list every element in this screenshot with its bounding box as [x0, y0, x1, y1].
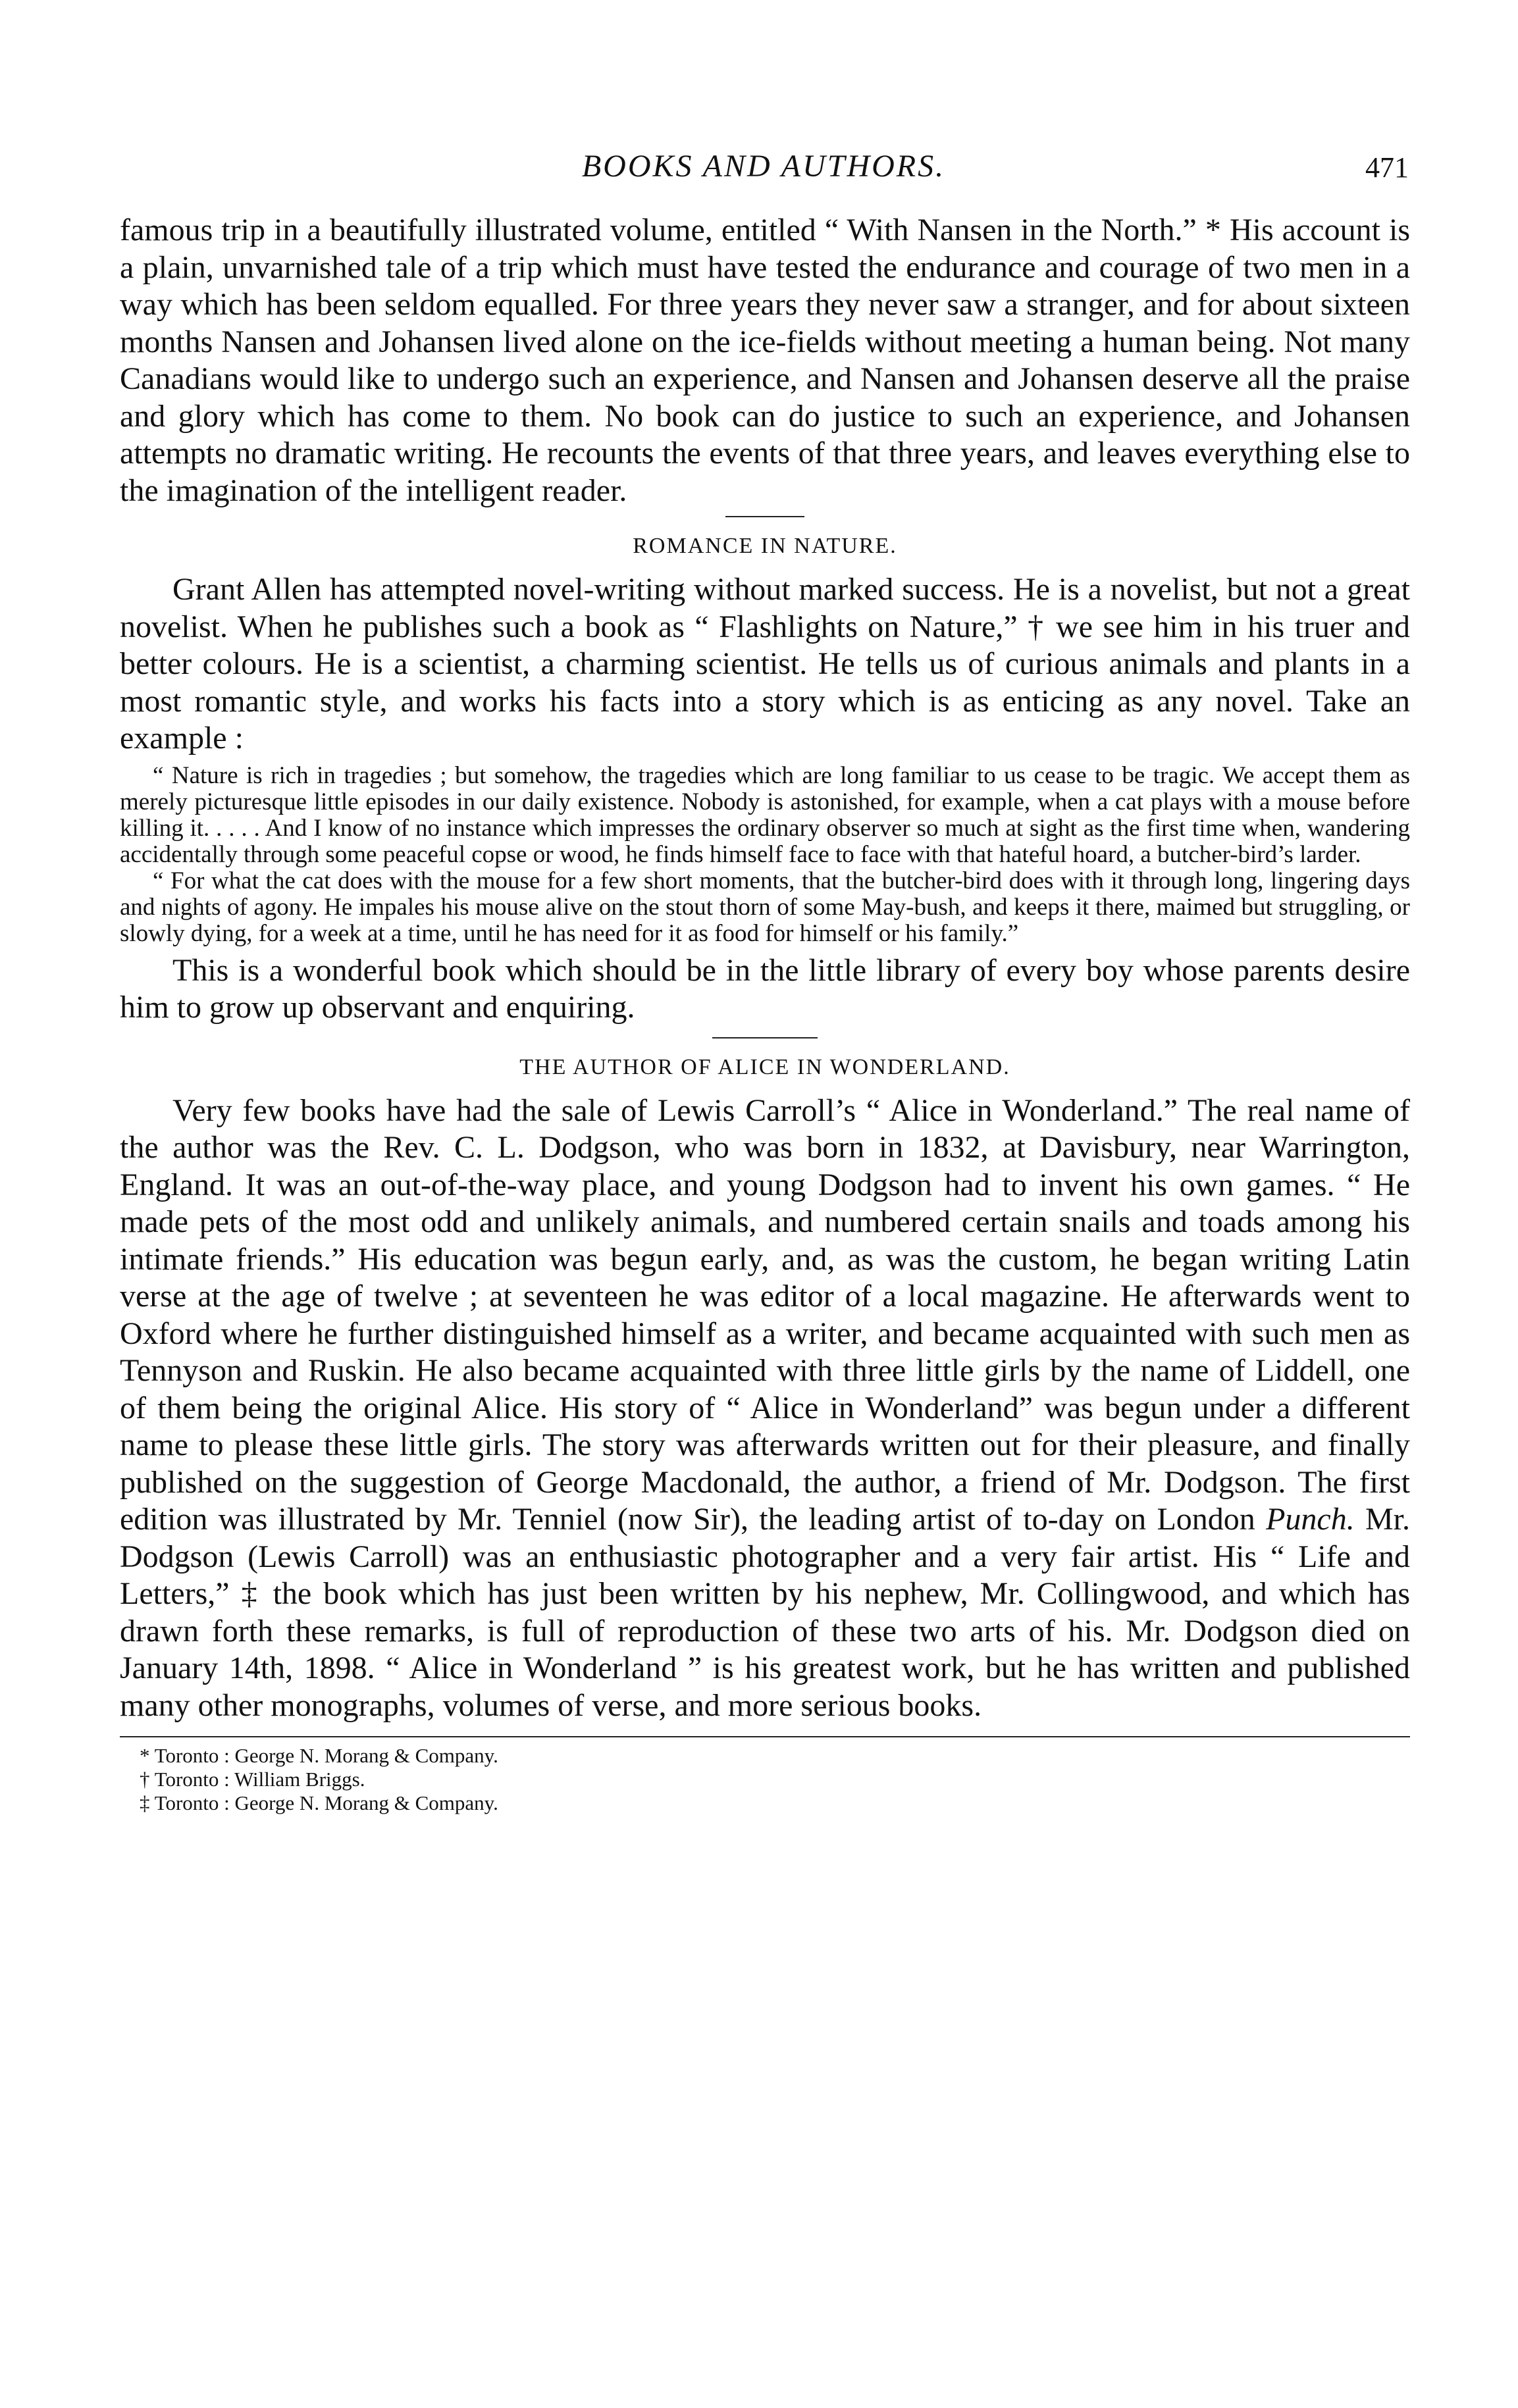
section-title-alice: THE AUTHOR OF ALICE IN WONDERLAND.	[519, 1054, 1010, 1079]
alice-text: Very few books have had the sale of Lewis Carroll’s “ Alice in Wonderland.” The real name of the author was the Rev. C. L. Dodgson, who was born in 1832, at Davisbury, near Warrington, England. It was an out-of-the-way place, and young Dodgson had to invent his own games. “ He made pets of the most odd and unlikely animals, and numbered certain snails and toads among his intimate friends.” His education was begun early, and, as was the custom, he began writing Latin verse at the age of twelve ; at seventeen he was editor of a local magazine. He afterwards went to Oxford where he further distinguished himself as a writer, and became acquainted with such men as Tennyson and Ruskin. He also became acquainted with three little girls by the name of Liddell, one of them being the original Alice. His story of “ Alice in Wonderland” was begun under a different name to please these little girls. The story was afterwards written out for their pleasure, and finally published on the suggestion of George Macdonald, the author, a friend of Mr. Dodgson. The first edition was illustrated by Mr. Tenniel (now Sir), the leading artist of to-day on London	[120, 1092, 1410, 1537]
main-text	[120, 212, 1410, 1815]
romance-paragraph: Grant Allen has attempted novel-writing without marked success. He is a novelist, but not a great novelist. When he publishes such a book as “ Flashlights on Nature,” † we see him in his truer and better colours. He is a scientist, a charming scientist. He tells us of curious animals and plants in a most romantic style, and works his facts into a story which is as enticing as any novel. Take an example :	[120, 572, 1410, 756]
section-divider	[725, 516, 804, 517]
intro-paragraph: famous trip in a beautifully illustrated volume, entitled “ With Nansen in the North.” * His account is a plain, unvarnished tale of a trip which must have tested the endurance and courage of two men in a way which has been seldom equalled. For three years they never saw a stranger, and for about sixteen months Nansen and Johansen lived alone on the ice-fields without meeting a human being. Not many Canadians would like to undergo such an experience, and Nansen and Johansen deserve all the praise and glory which has come to them. No book can do justice to such an experience, and Johansen attempts no dramatic writing. He recounts the events of that three years, and leaves everything else to the imagination of the intelligent reader.	[120, 213, 1410, 508]
footnote: * Toronto : George N. Morang & Company.	[140, 1744, 498, 1767]
page-number: 471	[1365, 151, 1409, 184]
punch-title: Punch.	[1266, 1502, 1355, 1537]
footnote: † Toronto : William Briggs.	[140, 1768, 365, 1791]
running-head: BOOKS AND AUTHORS.	[581, 149, 946, 184]
quote-paragraph-2: “ For what the cat does with the mouse for a few short moments, that the butcher-bird does with it through long, lingering days and nights of agony. He impales his mouse alive on the stout thorn of some May-bush, and keeps it there, maimed but struggling, or slowly dying, for a week at a time, until he has need for it as food for himself or his family.”	[120, 867, 1410, 947]
page-header	[118, 148, 1409, 188]
footnotes	[120, 1744, 1410, 1815]
quote-paragraph-1: “ Nature is rich in tragedies ; but somehow, the tragedies which are long familiar to us cease to be tragic. We accept them as merely picturesque little episodes in our daily existence. Nobody is astonished, for example, when a cat plays with a mouse before killing it. . . . . And I know of no instance which impresses the ordinary observer so much at sight as the first time when, wandering accidentally through some peaceful copse or wood, he finds himself face to face with that hateful hoard, a butcher-bird’s larder.	[120, 761, 1410, 868]
footnote-rule	[120, 1736, 1410, 1737]
footnote: ‡ Toronto : George N. Morang & Company.	[140, 1791, 498, 1814]
section-title-romance: ROMANCE IN NATURE.	[633, 534, 897, 558]
section-divider	[712, 1037, 818, 1038]
alice-paragraph	[120, 1092, 1410, 1725]
block-quote	[120, 763, 1410, 947]
alice-text-cont: Mr. Dodgson (Lewis Carroll) was an enthusiastic photographer and a very fair artist. His “ Life and Letters,” ‡ the book which has just been written by his nephew, Mr. Collingwood, and which has drawn forth these remarks, is full of reproduction of these two arts of his. Mr. Dodgson died on January 14th, 1898. “ Alice in Wonderland ” is his greatest work, but he has written and published many other monographs, volumes of verse, and more serious books.	[120, 1502, 1411, 1723]
romance-closing: This is a wonderful book which should be in the little library of every boy whose parents desire him to grow up observant and enquiring.	[120, 952, 1410, 1025]
